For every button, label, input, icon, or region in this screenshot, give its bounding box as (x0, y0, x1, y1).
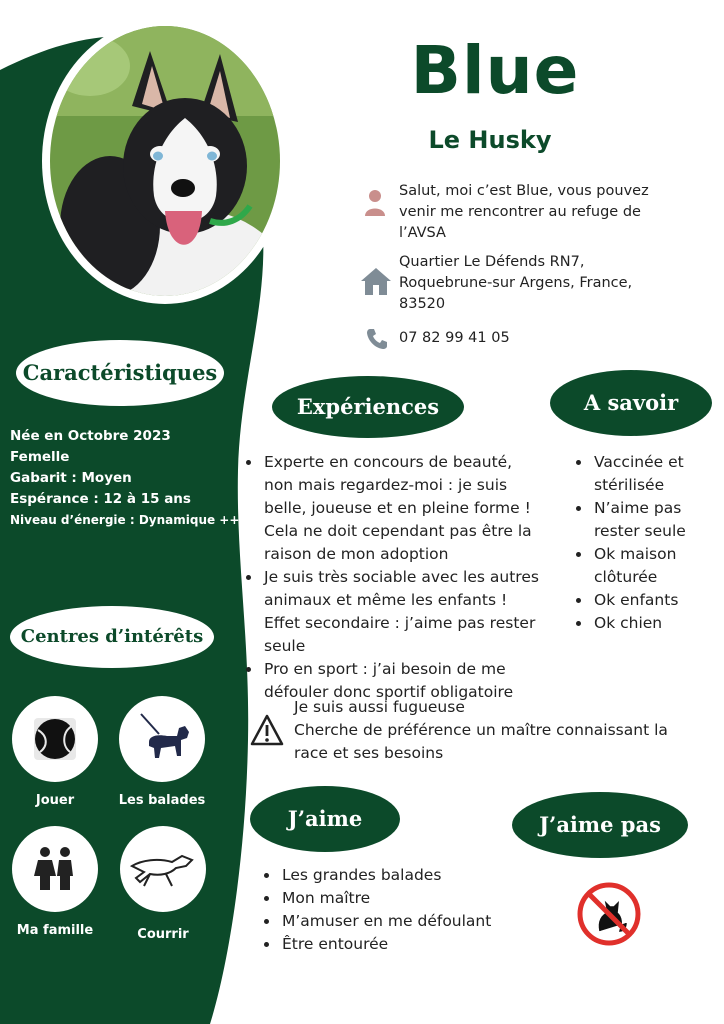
to-know-item: • Ok chien (592, 612, 714, 635)
warning-line-runaway: Je suis aussi fugueuse (294, 698, 465, 716)
warning-icon (250, 714, 284, 750)
dog-walk-icon (119, 696, 205, 782)
to-know-heading: A savoir (550, 370, 712, 436)
interests-heading: Centres d’intérêts (10, 606, 214, 668)
fact-sex: Femelle (10, 449, 70, 465)
contact-phone: 07 82 99 41 05 (399, 330, 510, 346)
experiences-section (244, 451, 544, 704)
interest-family-label: Ma famille (16, 923, 94, 938)
fact-life-expectancy: Espérance : 12 à 15 ans (10, 491, 191, 507)
like-item: • Les grandes balades (280, 864, 522, 887)
family-icon (12, 826, 98, 912)
experience-item: • Pro en sport : j’ai besoin de me défouler donc sportif obligatoire (262, 658, 544, 704)
phone-icon (366, 328, 388, 354)
interest-play (12, 696, 98, 782)
contact-address: Quartier Le Défends RN7, Roquebrune-sur Argens, France, 83520 (399, 254, 633, 312)
characteristics-list (10, 426, 249, 531)
interest-family (12, 826, 98, 912)
likes-heading: J’aime (250, 786, 400, 852)
house-icon (360, 266, 392, 300)
like-item: • Être entourée (280, 933, 522, 956)
warning-line-owner: Cherche de préférence un maître connaissant la race et ses besoins (294, 721, 668, 762)
to-know-item: • Vaccinée et stérilisée (592, 451, 714, 497)
dog-name-title: Blue (410, 32, 580, 109)
person-icon (363, 188, 387, 222)
experience-item: • Experte en concours de beauté, non mais regardez-moi : je suis belle, joueuse et en pleine forme ! Cela ne doit cependant pas être la raison de mon adoption (262, 451, 544, 566)
interest-walks (119, 696, 205, 782)
breed-subtitle: Le Husky (428, 126, 552, 154)
fact-size: Gabarit : Moyen (10, 470, 132, 486)
likes-list (262, 864, 522, 956)
like-item: • Mon maître (280, 887, 522, 910)
experience-item: • Je suis très sociable avec les autres animaux et même les enfants ! Effet secondaire : j’aime pas rester seule (262, 566, 544, 658)
experiences-list (244, 451, 544, 704)
characteristics-heading: Caractéristiques (16, 340, 224, 406)
no-cat-icon (576, 881, 642, 951)
to-know-item: • Ok enfants (592, 589, 714, 612)
experiences-heading: Expériences (272, 376, 464, 438)
interest-run-label: Courrir (137, 927, 189, 942)
likes-section (262, 864, 522, 956)
to-know-item: • N’aime pas rester seule (592, 497, 714, 543)
fact-birth: Née en Octobre 2023 (10, 428, 171, 444)
like-item: • M’amuser en me défoulant (280, 910, 522, 933)
to-know-item: • Ok maison clôturée (592, 543, 714, 589)
to-know-section (574, 451, 714, 635)
dislikes-heading: J’aime pas (512, 792, 688, 858)
dog-photo (50, 26, 280, 296)
running-dog-icon (120, 826, 206, 912)
interest-walks-label: Les balades (118, 793, 206, 808)
contact-intro: Salut, moi c’est Blue, vous pouvez venir me rencontrer au refuge de l’AVSA (399, 183, 649, 241)
fact-energy: Niveau d’énergie : Dynamique +++ (10, 513, 250, 527)
to-know-list (574, 451, 714, 635)
interest-play-label: Jouer (35, 793, 75, 808)
interest-run (120, 826, 206, 912)
ball-icon (12, 696, 98, 782)
warning-text (294, 696, 684, 765)
